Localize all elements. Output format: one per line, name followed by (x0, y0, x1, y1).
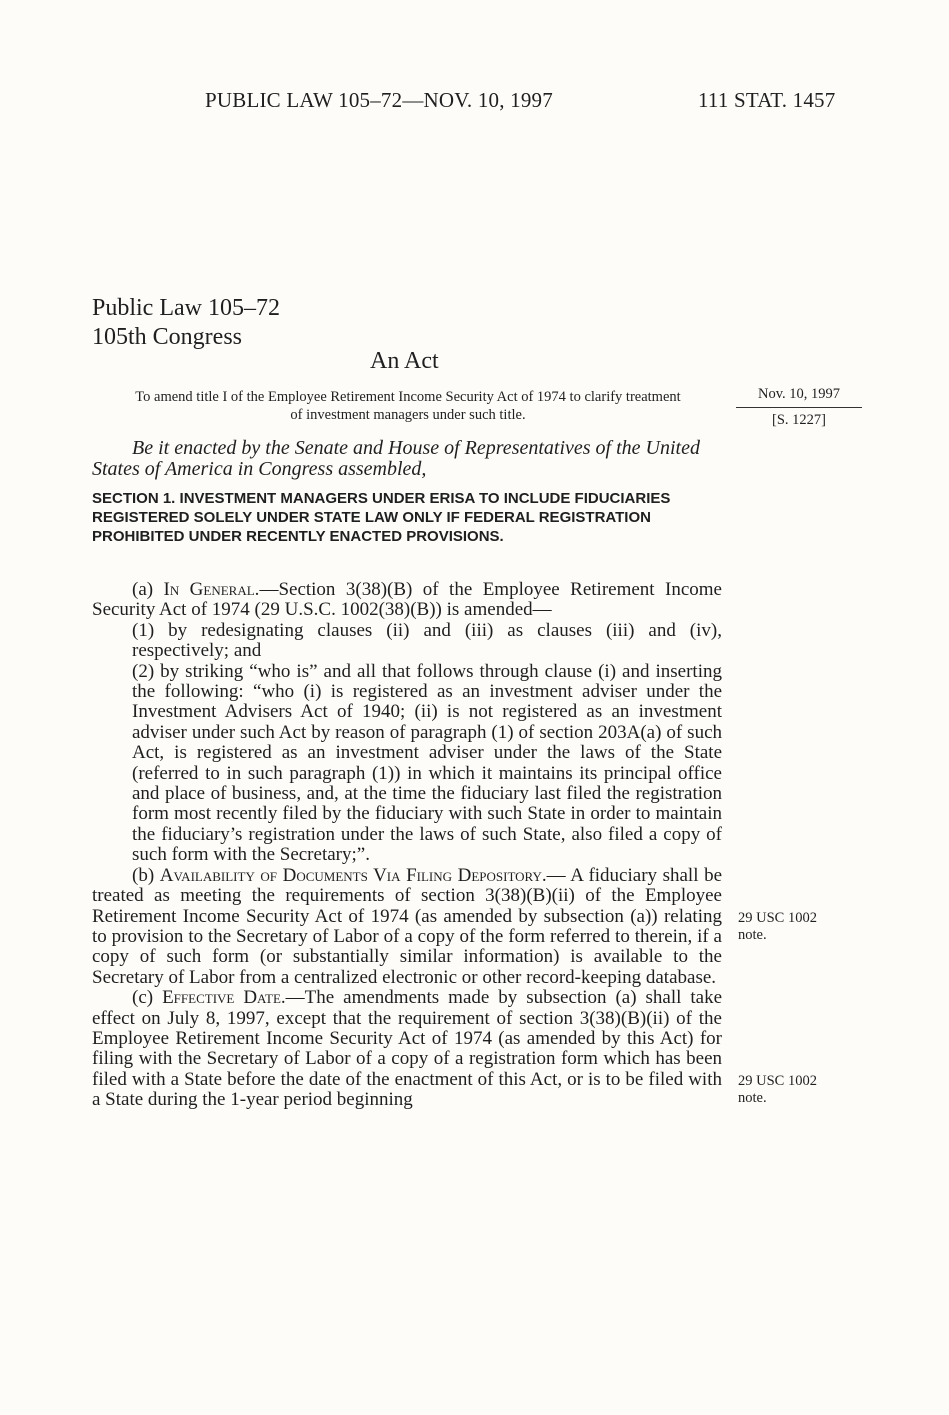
paragraph-a1-text: (1) by redesignating clauses (ii) and (iii) as clauses (iii) and (iv), respectively; and (132, 619, 722, 662)
section-label: SECTION 1. (92, 490, 176, 507)
paragraph-a1 (92, 621, 722, 662)
paragraph-a2 (92, 662, 722, 866)
margin-note-c-note: note. (738, 1090, 767, 1106)
subsection-a-text: —Section 3(38)(B) of the Employee Retirement Income Security Act of 1974 (29 U.S.C. 1002(38)(B)) is amended— (92, 579, 722, 621)
congress-number: 105th Congress (92, 324, 242, 350)
running-header-left: PUBLIC LAW 105–72—NOV. 10, 1997 (205, 88, 553, 112)
margin-note-b-note: note. (738, 927, 767, 943)
enactment-date: Nov. 10, 1997 (736, 386, 862, 408)
section-1-body (92, 580, 722, 1111)
public-law-number: Public Law 105–72 (92, 295, 280, 321)
enacting-clause: Be it enacted by the Senate and House of Representatives of the United States of America in Congress assembled, (92, 437, 700, 480)
subsection-c-heading: Effective Date. (162, 987, 286, 1009)
purpose-statement: To amend title I of the Employee Retirement Income Security Act of 1974 to clarify treatment of investment managers under such title. (135, 389, 681, 423)
section-1-heading (92, 489, 722, 546)
subsection-b-heading: Availability of Documents Via Filing Depository. (159, 864, 547, 886)
paragraph-a2-text: (2) by striking “who is” and all that follows through clause (i) and inserting the following: “who (i) is registered as an investment adviser under the Investment Advisers Act of 1940; (ii) is not registered as an investment adviser under such Act by reason of paragraph (1) of section 203A(a) of such Act, is registered as an investment adviser under the laws of the State (referred to in such paragraph (1)) in which it maintains its principal office and place of business, and, at the time the fiduciary last filed the registration form most recently filed by the fiduciary with such State in order to maintain the fiduciary’s registration under the laws of such State, also filed a copy of such form with the Secretary;”. (132, 660, 722, 866)
margin-note-c-citation: 29 USC 1002 (738, 1073, 817, 1089)
running-header-right: 111 STAT. 1457 (698, 88, 836, 112)
subsection-c: (c) Effective Date.—The amendments made by subsection (a) shall take effect on July 8, 1997, except that the requirement of section 3(38)(B)(ii) of the Employee Retirement Income Security Act of 1974 (as amended by this Act) for filing with the Secretary of Labor of a copy of a registration form which has been filed with a State before the date of the enactment of this Act, or is to be filed with a State during the 1-year period beginning (92, 987, 723, 1111)
subsection-a-heading: In General. (163, 579, 260, 600)
enactment-date-box (736, 386, 862, 429)
law-title-block (92, 294, 280, 352)
act-heading: An Act (370, 348, 439, 374)
subsection-c-text: —The amendments made by subsection (a) shall take effect on July 8, 1997, except that the requirement of section 3(38)(B)(ii) of the Employee Retirement Income Security Act of 1974 (as amended by this Act) for filing with the Secretary of Labor of a copy of a registration form which has been filed with a State before the date of the enactment of this Act, or is to be filed with a State during the 1-year period beginning (92, 987, 723, 1111)
bill-number: [S. 1227] (772, 412, 826, 428)
margin-note-b (738, 910, 817, 944)
subsection-b-text: — A fiduciary shall be treated as meeting the requirements of section 3(38)(B)(ii) of the Employee Retirement Income Security Act of 1974 (as amended by subsection (a)) relating to provision to the Secretary of Labor of a copy of the form referred to therein, if a copy of such form (or substantially similar information) is available to the Secretary of Labor from a centralized electronic or other record-keeping database. (92, 864, 723, 988)
subsection-b: (b) Availability of Documents Via Filing Depository.— A fiduciary shall be treated as meeting the requirements of section 3(38)(B)(ii) of the Employee Retirement Income Security Act of 1974 (as amended by subsection (a)) relating to provision to the Secretary of Labor of a copy of the form referred to therein, if a copy of such form (or substantially similar information) is available to the Secretary of Labor from a centralized electronic or other record-keeping database. (92, 864, 723, 988)
section-heading-text: INVESTMENT MANAGERS UNDER ERISA TO INCLUDE FIDUCIARIES REGISTERED SOLELY UNDER STATE LAW ONLY IF FEDERAL REGISTRATION PROHIBITED UNDER RECENTLY ENACTED PROVISIONS. (92, 490, 671, 545)
subsection-a: (a) In General.—Section 3(38)(B) of the Employee Retirement Income Security Act of 1974 (29 U.S.C. 1002(38)(B)) is amended— (92, 579, 722, 621)
margin-note-c (738, 1073, 817, 1107)
margin-note-b-citation: 29 USC 1002 (738, 910, 817, 926)
